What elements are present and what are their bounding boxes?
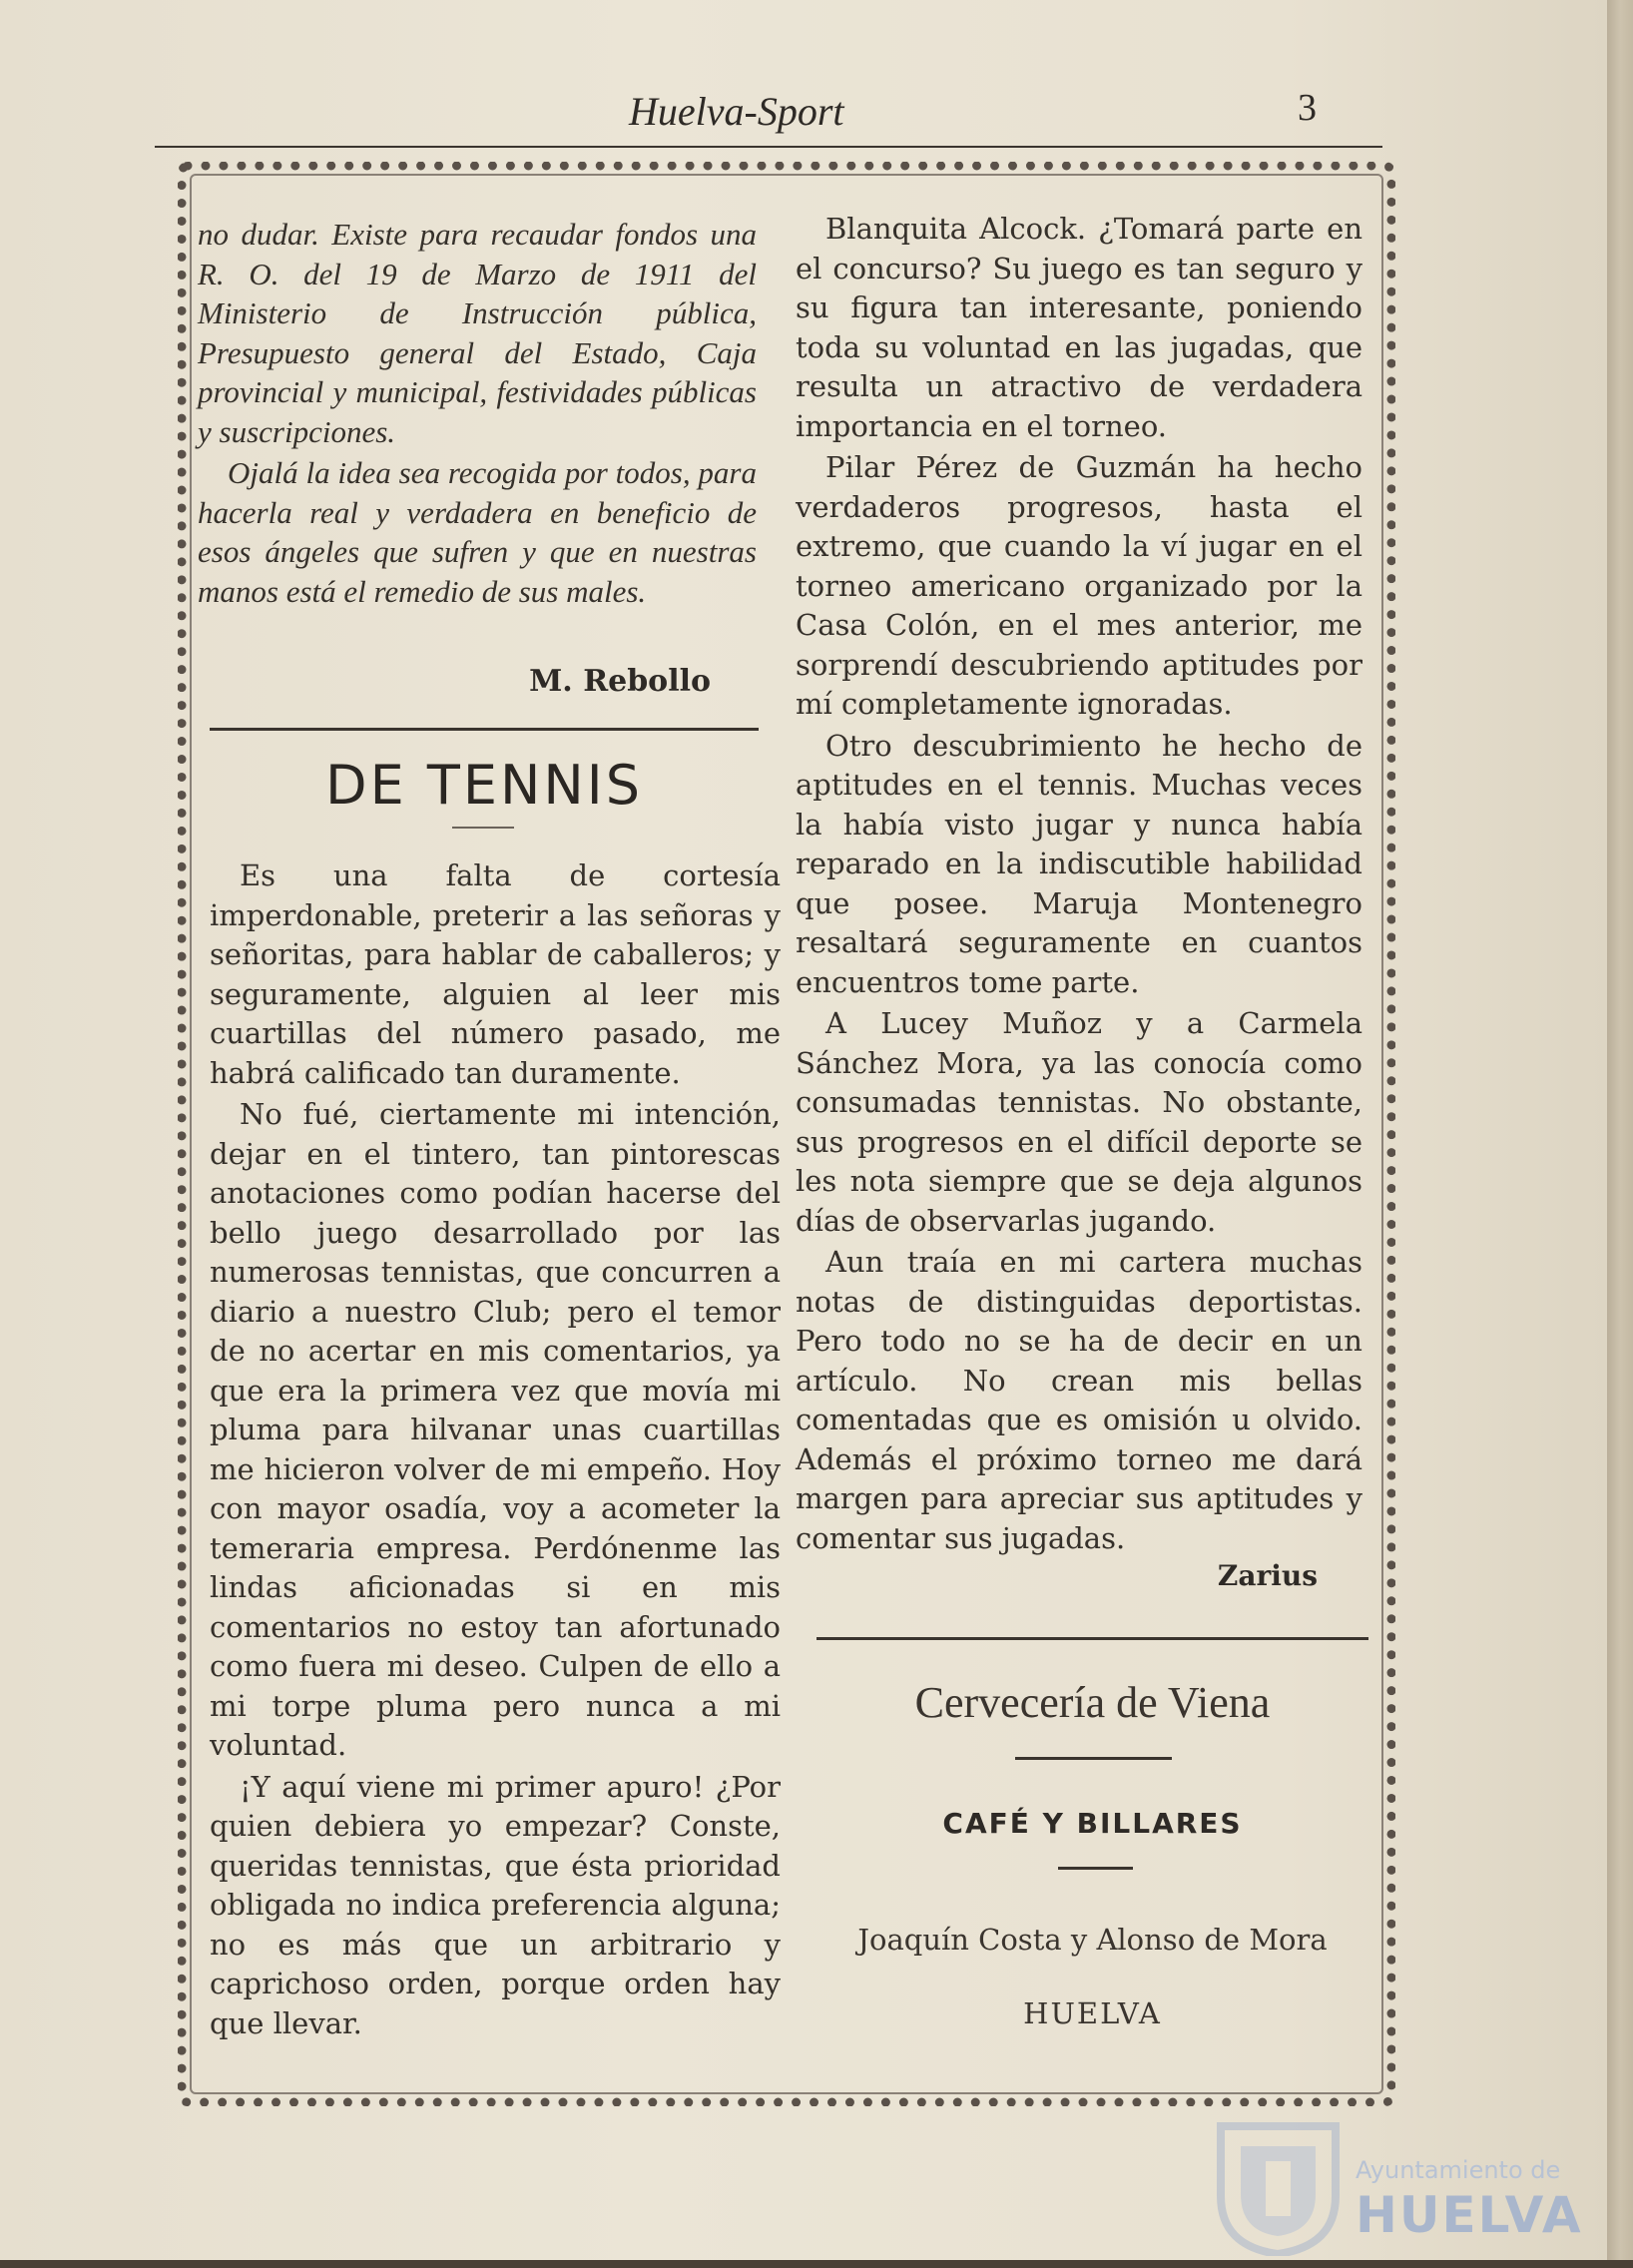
tennis-article-right [796, 210, 1362, 1560]
tennis-article-left [210, 856, 781, 2045]
paragraph: ¡Y aquí viene mi primer apuro! ¿Por quien debiera yo empezar? Conste, queridas tennistas, que ésta prioridad obligada no indica preferencia alguna; no es más que un arbitrario y caprichoso orden, porque orden hay que llevar. [210, 1769, 781, 2040]
paragraph: Ojalá la idea sea recogida por todos, para hacerla real y verdadera en beneficio de esos ángeles que sufren y que en nuestras manos está el remedio de sus males. [198, 455, 757, 609]
author-signature: Zarius [1217, 1559, 1318, 1592]
ad-business-name: Cervecería de Viena [914, 1678, 1271, 1727]
section-divider [210, 728, 759, 731]
paragraph: Es una falta de cortesía imperdonable, preterir a las señoras y señoritas, para hablar de caballeros; y seguramente, alguien al leer mis cuartillas del número pasado, me habrá calificado tan duramente. [210, 858, 781, 1090]
bottom-band [0, 2260, 1633, 2268]
paragraph: A Lucey Muñoz y a Carmela Sánchez Mora, ya las conocía como consumadas tennistas. No obstante, sus progresos en el difícil deporte se les nota siempre que se deja algunos días de observarlas jugando. [796, 1006, 1362, 1238]
ad-rule [1015, 1757, 1172, 1760]
paragraph: Aun traía en mi cartera muchas notas de distinguidas deportistas. Pero todo no se ha de decir en un artículo. No crean mis bellas comentadas que es omisión u olvido. Además el próximo torneo me dará margen para apreciar sus aptitudes y comentar sus jugadas. [796, 1245, 1362, 1555]
paragraph: Otro descubrimiento he hecho de aptitudes en el tennis. Muchas veces la había visto jugar y nunca había reparado en la indiscutible habilidad que posee. Maruja Montenegro resaltará seguramente en cuantos encuentros tome parte. [796, 728, 1362, 999]
watermark-line2: HUELVA [1356, 2186, 1583, 2244]
page-number: 3 [1298, 87, 1317, 129]
ad-address: Joaquín Costa y Alonso de Mora [857, 1923, 1328, 1957]
ad-divider [816, 1637, 1368, 1640]
paragraph: no dudar. Existe para recaudar fondos una R. O. del 19 de Marzo de 1911 del Ministerio de Instrucción pública, Presupuesto general del Estado, Caja provincial y municipal, festividades públicas y suscripciones. [198, 217, 757, 449]
masthead-title: Huelva-Sport [629, 89, 844, 134]
page-edge [1607, 0, 1633, 2268]
paragraph: Blanquita Alcock. ¿Tomará parte en el concurso? Su juego es tan seguro y su figura tan interesante, poniendo toda su voluntad en las jugadas, que resulta un atractivo de verdadera importancia en el torneo. [796, 212, 1362, 443]
section-title: DE TENNIS [325, 754, 643, 817]
ad-city: HUELVA [1023, 1996, 1162, 2030]
paragraph: Pilar Pérez de Guzmán ha hecho verdaderos progresos, hasta el extremo, que cuando la ví jugar en el torneo americano organizado por la Casa Colón, en el mes anterior, me sorprendí descubriendo aptitudes por mí completamente ignoradas. [796, 450, 1362, 721]
ad-rule [1058, 1867, 1133, 1870]
watermark-line1: Ayuntamiento de [1356, 2156, 1561, 2184]
left-top-article [198, 215, 757, 613]
title-dash [452, 827, 514, 829]
author-signature: M. Rebollo [529, 664, 711, 699]
header-rule [155, 146, 1382, 148]
paragraph: No fué, ciertamente mi intención, dejar en el tintero, tan pintorescas anotaciones como podían hacerse del bello juego desarrollado por las numerosas tennistas, que concurren a diario a nuestro Club; pero el temor de no acertar en mis comentarios, ya que era la primera vez que movía mi pluma para hilvanar unas cuartillas me hicieron volver de mi empeño. Hoy con mayor osadía, voy a acometer la temeraria empresa. Perdónenme las lindas aficionadas si en mis comentarios no estoy tan afortunado como fuera mi deseo. Culpen de ello a mi torpe pluma pero nunca a mi voluntad. [210, 1097, 781, 1762]
ad-subtitle: CAFÉ Y BILLARES [942, 1807, 1243, 1840]
